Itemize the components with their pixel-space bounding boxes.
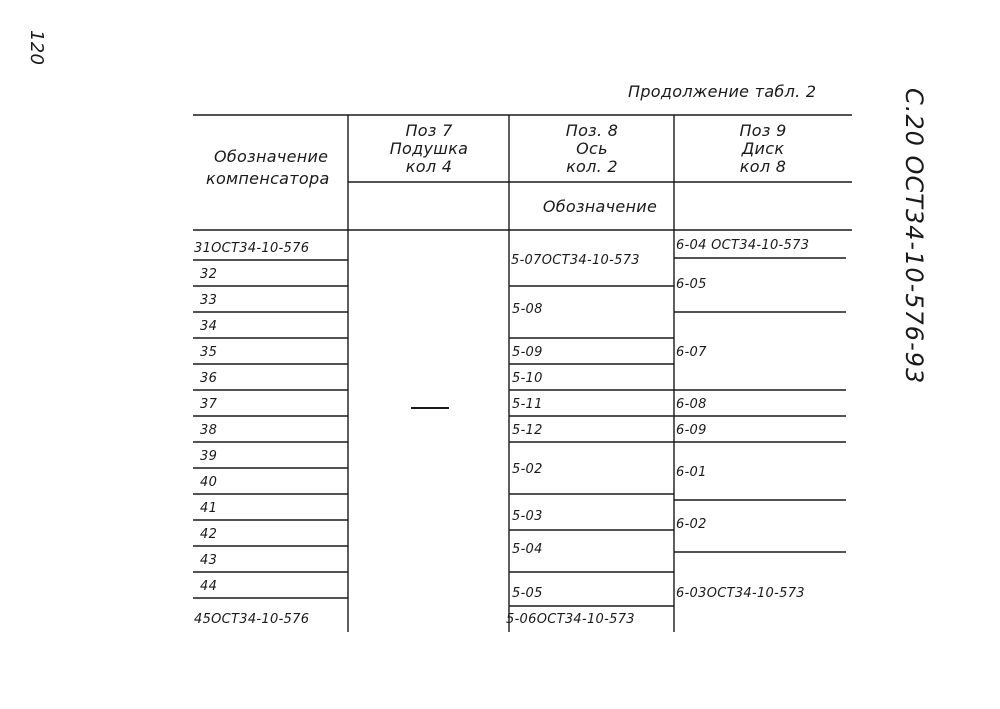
pos9-cell: 6-08	[676, 397, 707, 412]
pos8-cell: 5-03	[512, 509, 543, 524]
pos8-cell: 5-06ОСТ34-10-573	[506, 612, 635, 627]
pos9-cell: 6-09	[676, 423, 707, 438]
pos8-cell: 5-09	[512, 345, 543, 360]
header-pos7: Поз 7 Подушка кол 4	[389, 121, 469, 176]
pos9-cell: 6-03ОСТ34-10-573	[676, 586, 805, 601]
page-number: 120	[26, 30, 47, 66]
row-designation: 45ОСТ34-10-576	[194, 612, 310, 627]
pos8-cell: 5-08	[512, 302, 543, 317]
row-designation: 33	[200, 293, 218, 308]
row-designation: 32	[200, 267, 218, 282]
pos8-cell: 5-10	[512, 371, 543, 386]
pos9-cell: 6-04 ОСТ34-10-573	[676, 238, 810, 253]
pos8-cell: 5-12	[512, 423, 543, 438]
pos8-cell: 5-02	[512, 462, 543, 477]
pos9-cell: 6-02	[676, 517, 707, 532]
row-designation: 34	[200, 319, 218, 334]
row-designation: 37	[200, 397, 218, 412]
row-designation: 39	[200, 449, 218, 464]
row-designation: 38	[200, 423, 218, 438]
row-designation: 44	[200, 579, 218, 594]
row-designation: 43	[200, 553, 218, 568]
row-designation: 36	[200, 371, 218, 386]
header-pos8: Поз. 8 Ось кол. 2	[565, 121, 619, 176]
row-designation: 35	[200, 345, 218, 360]
row-designation: 40	[200, 475, 218, 490]
row-designation: 42	[200, 527, 218, 542]
pos7-dash-mark	[411, 407, 449, 409]
pos8-cell: 5-11	[512, 397, 543, 412]
pos8-cell: 5-05	[512, 586, 543, 601]
header-designation: Обозначение компенсатора	[206, 147, 330, 188]
pos9-cell: 6-01	[676, 465, 707, 480]
table-continuation-title: Продолжение табл. 2	[628, 82, 817, 101]
pos9-cell: 6-05	[676, 277, 707, 292]
pos8-cell: 5-04	[512, 542, 543, 557]
pos9-cell: 6-07	[676, 345, 707, 360]
pos8-cell: 5-07ОСТ34-10-573	[511, 253, 640, 268]
row-designation: 31ОСТ34-10-576	[194, 241, 310, 256]
header-pos9: Поз 9 Диск кол 8	[739, 121, 787, 176]
row-designation: 41	[200, 501, 218, 516]
document-code: С.20 ОСТ34-10-576-93	[900, 88, 928, 385]
header-designation-sub: Обозначение	[542, 197, 658, 216]
